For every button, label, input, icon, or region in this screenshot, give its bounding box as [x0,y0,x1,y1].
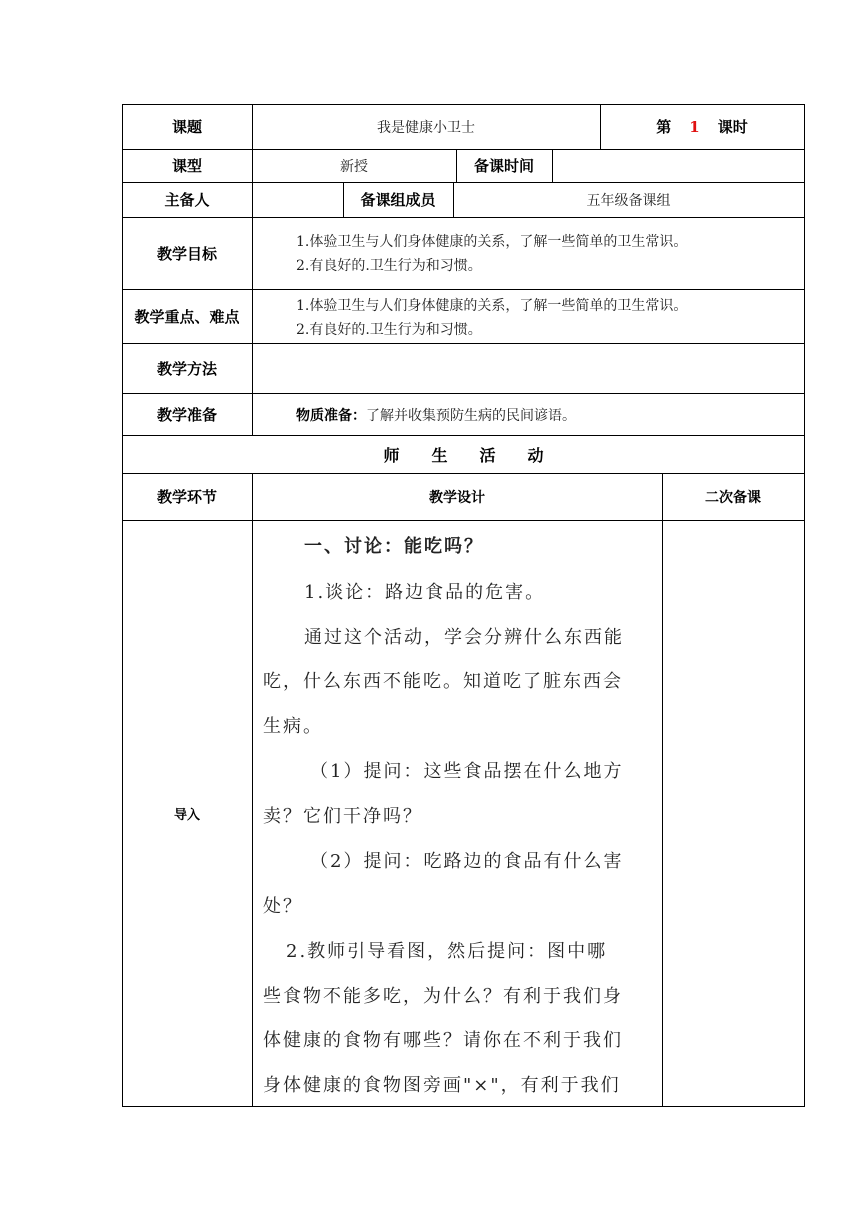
preparation-body: 了解并收集预防生病的民间谚语。 [366,408,576,424]
goals-text [296,230,796,278]
topic-label: 课题 [171,118,202,136]
type-value: 新授 [340,158,368,175]
design-line: 体健康的食物有哪些？请你在不利于我们 [263,1030,623,1051]
design-line: 处？ [263,896,303,917]
preparation-label: 教学准备 [156,405,217,424]
preparation-text [296,405,576,425]
prep-time-value[interactable] [552,149,804,182]
goals-label: 教学目标 [156,244,217,263]
design-line: 些食物不能多吃，为什么？有利于我们身 [263,986,623,1007]
design-line: 卖？它们干净吗？ [263,806,423,827]
lead-label: 主备人 [164,191,210,209]
lesson-prefix: 第 [656,118,672,136]
design-line: （2）提问：吃路边的食品有什么害 [310,851,624,872]
design-line: 身体健康的食物图旁画"×"，有利于我们 [263,1075,621,1096]
lead-value[interactable] [252,182,343,217]
key-points-line: 1.体验卫生与人们身体健康的关系，了解一些简单的卫生常识。 [296,298,688,314]
key-points-text [296,294,796,342]
design-line: 1.谈论：路边食品的危害。 [304,582,546,603]
section-heading: 一、讨论：能吃吗？ [304,536,484,557]
design-line: 生病。 [263,716,323,737]
method-label: 教学方法 [156,359,217,378]
design-line: 2.教师引导看图，然后提问：图中哪 [286,941,608,962]
group-value: 五年级备课组 [586,192,671,209]
goals-line: 1.体验卫生与人们身体健康的关系，了解一些简单的卫生常识。 [296,234,688,250]
preparation-prefix: 物质准备： [296,408,366,424]
key-points-line: 2.有良好的.卫生行为和习惯。 [296,322,482,338]
activity-header: 师 生 活 动 [383,445,544,465]
lesson-number: 1 [689,117,700,136]
design-line: 通过这个活动，学会分辨什么东西能 [304,627,624,648]
goals-line: 2.有良好的.卫生行为和习惯。 [296,258,482,274]
method-value[interactable] [252,343,804,393]
key-points-label: 教学重点、难点 [134,307,240,326]
design-line: （1）提问：这些食品摆在什么地方 [310,761,624,782]
column-second-header: 二次备课 [705,489,761,506]
group-label: 备课组成员 [360,191,436,209]
lesson-suffix: 课时 [717,118,748,136]
topic-value: 我是健康小卫士 [377,119,475,136]
stage-name: 导入 [173,807,200,823]
design-line: 吃，什么东西不能吃。知道吃了脏东西会 [263,671,623,692]
prep-time-label: 备课时间 [473,157,534,175]
type-label: 课型 [171,157,202,175]
column-stage-header: 教学环节 [156,488,217,506]
column-design-header: 教学设计 [429,489,485,506]
lesson-count [600,104,804,149]
